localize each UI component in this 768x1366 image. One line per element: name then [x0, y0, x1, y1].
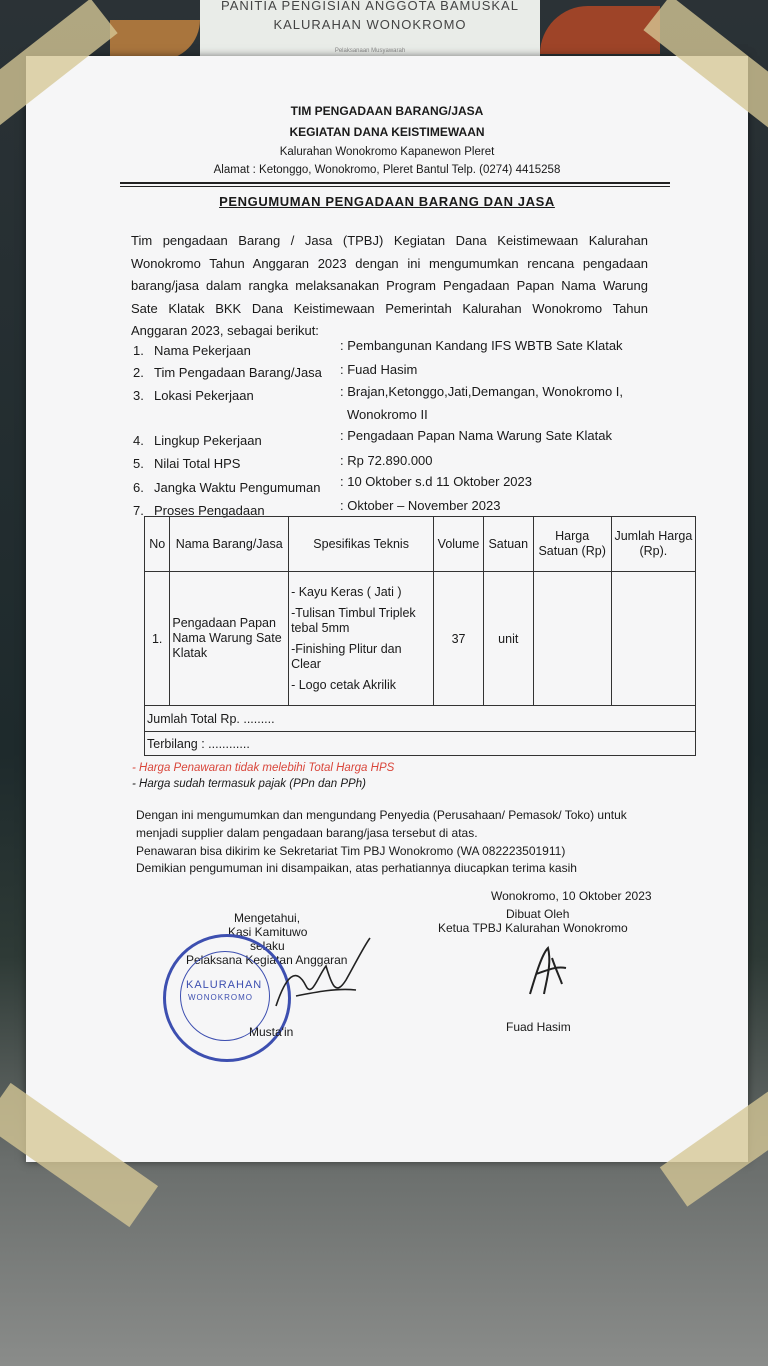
top-banner	[200, 0, 540, 56]
table-spelled-row	[145, 732, 696, 756]
letterhead-rule	[120, 182, 670, 184]
signature-left-line-2: Kasi Kamituwo	[228, 925, 308, 939]
item-name-cell: Pengadaan Papan Nama Warung Sate Klatak	[170, 572, 289, 706]
item-value-continued: Wonokromo II	[347, 407, 428, 422]
item-number: 5.	[133, 456, 144, 471]
item-value: : 10 Oktober s.d 11 Oktober 2023	[340, 474, 532, 489]
spec-line: - Logo cetak Akrilik	[291, 677, 396, 692]
item-value: : Pengadaan Papan Nama Warung Sate Klatak	[340, 428, 612, 443]
column-header: Nama Barang/Jasa	[170, 517, 289, 572]
item-number: 7.	[133, 503, 144, 518]
total-price-cell	[611, 572, 695, 706]
signature-right-line-1: Dibuat Oleh	[506, 907, 570, 921]
stamp-text-1: KALURAHAN	[186, 979, 263, 991]
closing-line: Penawaran bisa dikirim ke Sekretariat Tim PBJ Wonokromo (WA 082223501911)	[136, 844, 566, 858]
stamp-text-2: WONOKROMO	[188, 993, 253, 1002]
item-label: Proses Pengadaan	[154, 503, 265, 518]
procurement-table	[144, 516, 696, 756]
item-number: 6.	[133, 480, 144, 495]
banner-line-3: Pelaksanaan Musyawarah	[334, 48, 406, 54]
signature-left-line-4: Pelaksana Kegiatan Anggaran	[186, 953, 348, 967]
intro-paragraph: Tim pengadaan Barang / Jasa (TPBJ) Kegiatan Dana Keistimewaan Kalurahan Wonokromo Tahun Anggaran 2023 dengan ini mengumumkan rencana pengadaan barang/jasa dalam rangka melaksanakan Program Pengadaan Papan Nama Warung Sate Klatak BKK Dana Keistimewaan Pemerintah Kalurahan Wonokromo Tahun Anggaran 2023, sebagai berikut:	[131, 233, 648, 339]
spec-line: -Finishing Plitur dan Clear	[291, 641, 402, 671]
item-value: : Brajan,Ketonggo,Jati,Demangan, Wonokromo I,	[340, 384, 624, 399]
item-value: : Pembangunan Kandang IFS WBTB Sate Klatak	[340, 338, 623, 353]
item-label: Nilai Total HPS	[154, 456, 241, 471]
signature-place-date: Wonokromo, 10 Oktober 2023	[491, 889, 652, 903]
item-number: 4.	[133, 433, 144, 448]
closing-line: Demikian pengumuman ini disampaikan, atas perhatiannya diucapkan terima kasih	[136, 861, 577, 875]
banner-line-1: PANITIA PENGISIAN ANGGOTA BAMUSKAL	[221, 0, 519, 13]
unit-cell: unit	[483, 572, 533, 706]
announcement-paper	[26, 56, 748, 1162]
spec-line: -Tulisan Timbul Triplek tebal 5mm	[291, 605, 416, 635]
row-number: 1.	[145, 572, 170, 706]
letterhead-rule-thin	[120, 186, 670, 187]
item-label: Lokasi Pekerjaan	[154, 388, 254, 403]
announcement-title: PENGUMUMAN PENGADAAN BARANG DAN JASA	[219, 194, 555, 209]
column-header: No	[145, 517, 170, 572]
item-label: Tim Pengadaan Barang/Jasa	[154, 365, 322, 380]
signature-left-name: Musta'in	[249, 1025, 294, 1039]
item-value: : Fuad Hasim	[340, 362, 418, 377]
signature-left-line-1: Mengetahui,	[234, 911, 301, 925]
signature-left-line-3: selaku	[250, 939, 285, 953]
note-hps-limit: - Harga Penawaran tidak melebihi Total Harga HPS	[132, 762, 395, 774]
item-number: 2.	[133, 365, 144, 380]
item-number: 3.	[133, 388, 144, 403]
spelled-amount-label: Terbilang : ............	[145, 732, 696, 756]
letterhead-address: Alamat : Ketonggo, Wonokromo, Pleret Bantul Telp. (0274) 4415258	[213, 164, 561, 176]
volume-cell: 37	[434, 572, 484, 706]
item-label: Jangka Waktu Pengumuman	[154, 480, 321, 495]
signature-scribble-right	[522, 944, 572, 1004]
signature-scribble-left	[266, 936, 376, 1016]
banner-line-2: KALURAHAN WONOKROMO	[273, 17, 467, 32]
column-header: Spesifikas Teknis	[289, 517, 434, 572]
item-value: : Oktober – November 2023	[340, 498, 501, 513]
spec-line: - Kayu Keras ( Jati )	[291, 584, 402, 599]
item-value: : Rp 72.890.000	[340, 453, 433, 468]
table-total-row	[145, 706, 696, 732]
total-label: Jumlah Total Rp. .........	[145, 706, 696, 732]
signature-right-line-2: Ketua TPBJ Kalurahan Wonokromo	[438, 921, 628, 935]
note-tax-included: - Harga sudah termasuk pajak (PPn dan PPh)	[132, 778, 366, 790]
signature-right-name: Fuad Hasim	[506, 1020, 571, 1034]
spec-cell	[289, 572, 434, 706]
table-row	[145, 572, 696, 706]
letterhead-line-1: TIM PENGADAAN BARANG/JASA	[290, 104, 484, 118]
unit-price-cell	[533, 572, 611, 706]
item-label: Nama Pekerjaan	[154, 343, 251, 358]
letterhead-line-3: Kalurahan Wonokromo Kapanewon Pleret	[279, 146, 495, 158]
column-header: Volume	[434, 517, 484, 572]
table-header-row	[145, 517, 696, 572]
column-header: Harga Satuan (Rp)	[533, 517, 611, 572]
column-header: Jumlah Harga (Rp).	[611, 517, 695, 572]
item-number: 1.	[133, 343, 144, 358]
letterhead-line-2: KEGIATAN DANA KEISTIMEWAAN	[289, 125, 485, 139]
closing-line: Dengan ini mengumumkan dan mengundang Penyedia (Perusahaan/ Pemasok/ Toko) untuk	[136, 808, 627, 822]
column-header: Satuan	[483, 517, 533, 572]
closing-line: menjadi supplier dalam pengadaan barang/jasa tersebut di atas.	[136, 826, 478, 840]
item-label: Lingkup Pekerjaan	[154, 433, 262, 448]
